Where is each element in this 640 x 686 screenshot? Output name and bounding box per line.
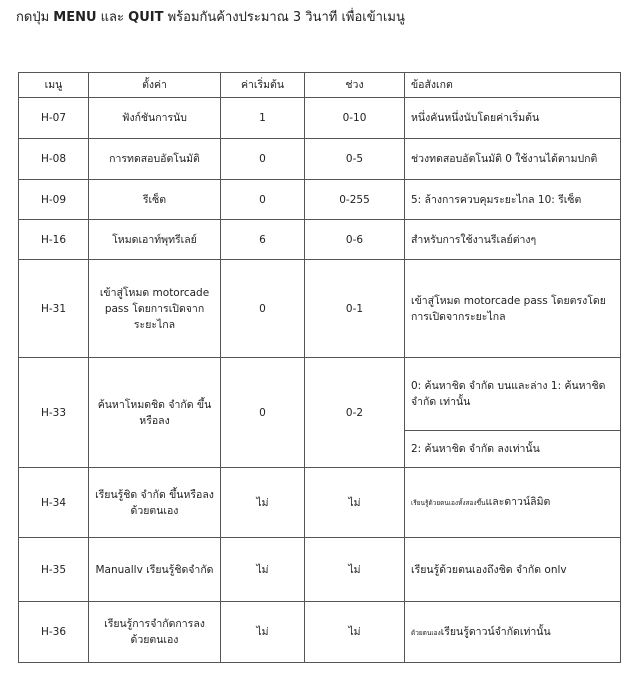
cell-menu: H-36 xyxy=(19,602,89,663)
cell-default: 0 xyxy=(221,139,305,180)
cell-default: 1 xyxy=(221,98,305,139)
cell-default: ไม่ xyxy=(221,468,305,538)
table-row xyxy=(19,180,621,220)
settings-table xyxy=(18,72,621,663)
cell-setting: เรียนรู้การจำกัดการลงด้วยตนเอง xyxy=(89,602,221,663)
cell-note xyxy=(405,468,621,538)
table-row xyxy=(19,98,621,139)
cell-note-text: เรียนรู้ดาวน์จำกัดเท่านั้น xyxy=(440,625,551,638)
cell-note: สำหรับการใช้งานรีเลย์ต่างๆ xyxy=(405,220,621,260)
cell-setting: ฟังก์ชันการนับ xyxy=(89,98,221,139)
cell-range: 0-1 xyxy=(305,260,405,358)
instruction-part3: พร้อมกันค้างประมาณ 3 วินาที เพื่อเข้าเมนู xyxy=(163,10,405,25)
cell-range: ไม่ xyxy=(305,538,405,602)
cell-default: ไม่ xyxy=(221,602,305,663)
table-row xyxy=(19,602,621,663)
table-row xyxy=(19,220,621,260)
table-row xyxy=(19,260,621,358)
instruction-heading xyxy=(16,8,405,28)
cell-menu: H-31 xyxy=(19,260,89,358)
cell-range: 0-2 xyxy=(305,358,405,468)
cell-note: หนึ่งคันหนึ่งนับโดยค่าเริ่มต้น xyxy=(405,98,621,139)
cell-menu: H-07 xyxy=(19,98,89,139)
header-range: ช่วง xyxy=(305,73,405,98)
table-row xyxy=(19,139,621,180)
cell-note-text: และดาวน์ลิมิต xyxy=(485,496,551,508)
cell-range: 0-10 xyxy=(305,98,405,139)
table-header-row xyxy=(19,73,621,98)
header-note: ข้อสังเกต xyxy=(405,73,621,98)
menu-key: MENU xyxy=(53,10,97,25)
cell-default: 0 xyxy=(221,180,305,220)
cell-note: เรียนรู้ด้วยตนเองถึงชิด จำกัด onlv xyxy=(405,538,621,602)
cell-default: 0 xyxy=(221,358,305,468)
cell-default: 0 xyxy=(221,260,305,358)
table-row xyxy=(19,538,621,602)
cell-setting: รีเซ็ต xyxy=(89,180,221,220)
cell-default: ไม่ xyxy=(221,538,305,602)
cell-setting: การทดสอบอัตโนมัติ xyxy=(89,139,221,180)
cell-setting: โหมดเอาท์พุทรีเลย์ xyxy=(89,220,221,260)
cell-note: 0: ค้นหาชิด จำกัด บนและล่าง 1: ค้นหาชิด จำกัด เท่านั้น xyxy=(405,358,621,431)
cell-setting: เรียนรู้ชิด จำกัด ขึ้นหรือลงด้วยตนเอง xyxy=(89,468,221,538)
cell-setting: เข้าสู่โหมด motorcade pass โดยการเปิดจากระยะไกล xyxy=(89,260,221,358)
table-row xyxy=(19,468,621,538)
cell-setting: Manuallv เรียนรู้ชิดจำกัด xyxy=(89,538,221,602)
cell-note-small: เรียนรู้ด้วยตนเองทั้งสองขึ้น xyxy=(411,499,486,507)
cell-menu: H-08 xyxy=(19,139,89,180)
cell-range: 0-255 xyxy=(305,180,405,220)
instruction-part1: กดปุ่ม xyxy=(16,10,54,25)
table-row xyxy=(19,358,621,431)
header-menu: เมนู xyxy=(19,73,89,98)
cell-setting: ค้นหาโหมดชิด จำกัด ขึ้นหรือลง xyxy=(89,358,221,468)
header-setting: ตั้งค่า xyxy=(89,73,221,98)
cell-note: 2: ค้นหาชิด จำกัด ลงเท่านั้น xyxy=(405,431,621,468)
cell-note: 5: ล้างการควบคุมระยะไกล 10: รีเซ็ต xyxy=(405,180,621,220)
instruction-part2: และ xyxy=(96,10,129,25)
cell-note: ช่วงทดสอบอัตโนมัติ 0 ใช้งานได้ตามปกติ xyxy=(405,139,621,180)
quit-key: QUIT xyxy=(128,10,164,25)
cell-note-small: ด้วยตนเอง xyxy=(411,628,441,637)
cell-menu: H-33 xyxy=(19,358,89,468)
cell-note: เข้าสู่โหมด motorcade pass โดยตรงโดยการเปิดจากระยะไกล xyxy=(405,260,621,358)
cell-note xyxy=(405,602,621,663)
cell-range: ไม่ xyxy=(305,468,405,538)
cell-menu: H-16 xyxy=(19,220,89,260)
header-default: ค่าเริ่มต้น xyxy=(221,73,305,98)
cell-menu: H-09 xyxy=(19,180,89,220)
cell-range: 0-6 xyxy=(305,220,405,260)
cell-menu: H-34 xyxy=(19,468,89,538)
cell-menu: H-35 xyxy=(19,538,89,602)
cell-range: 0-5 xyxy=(305,139,405,180)
cell-range: ไม่ xyxy=(305,602,405,663)
cell-default: 6 xyxy=(221,220,305,260)
